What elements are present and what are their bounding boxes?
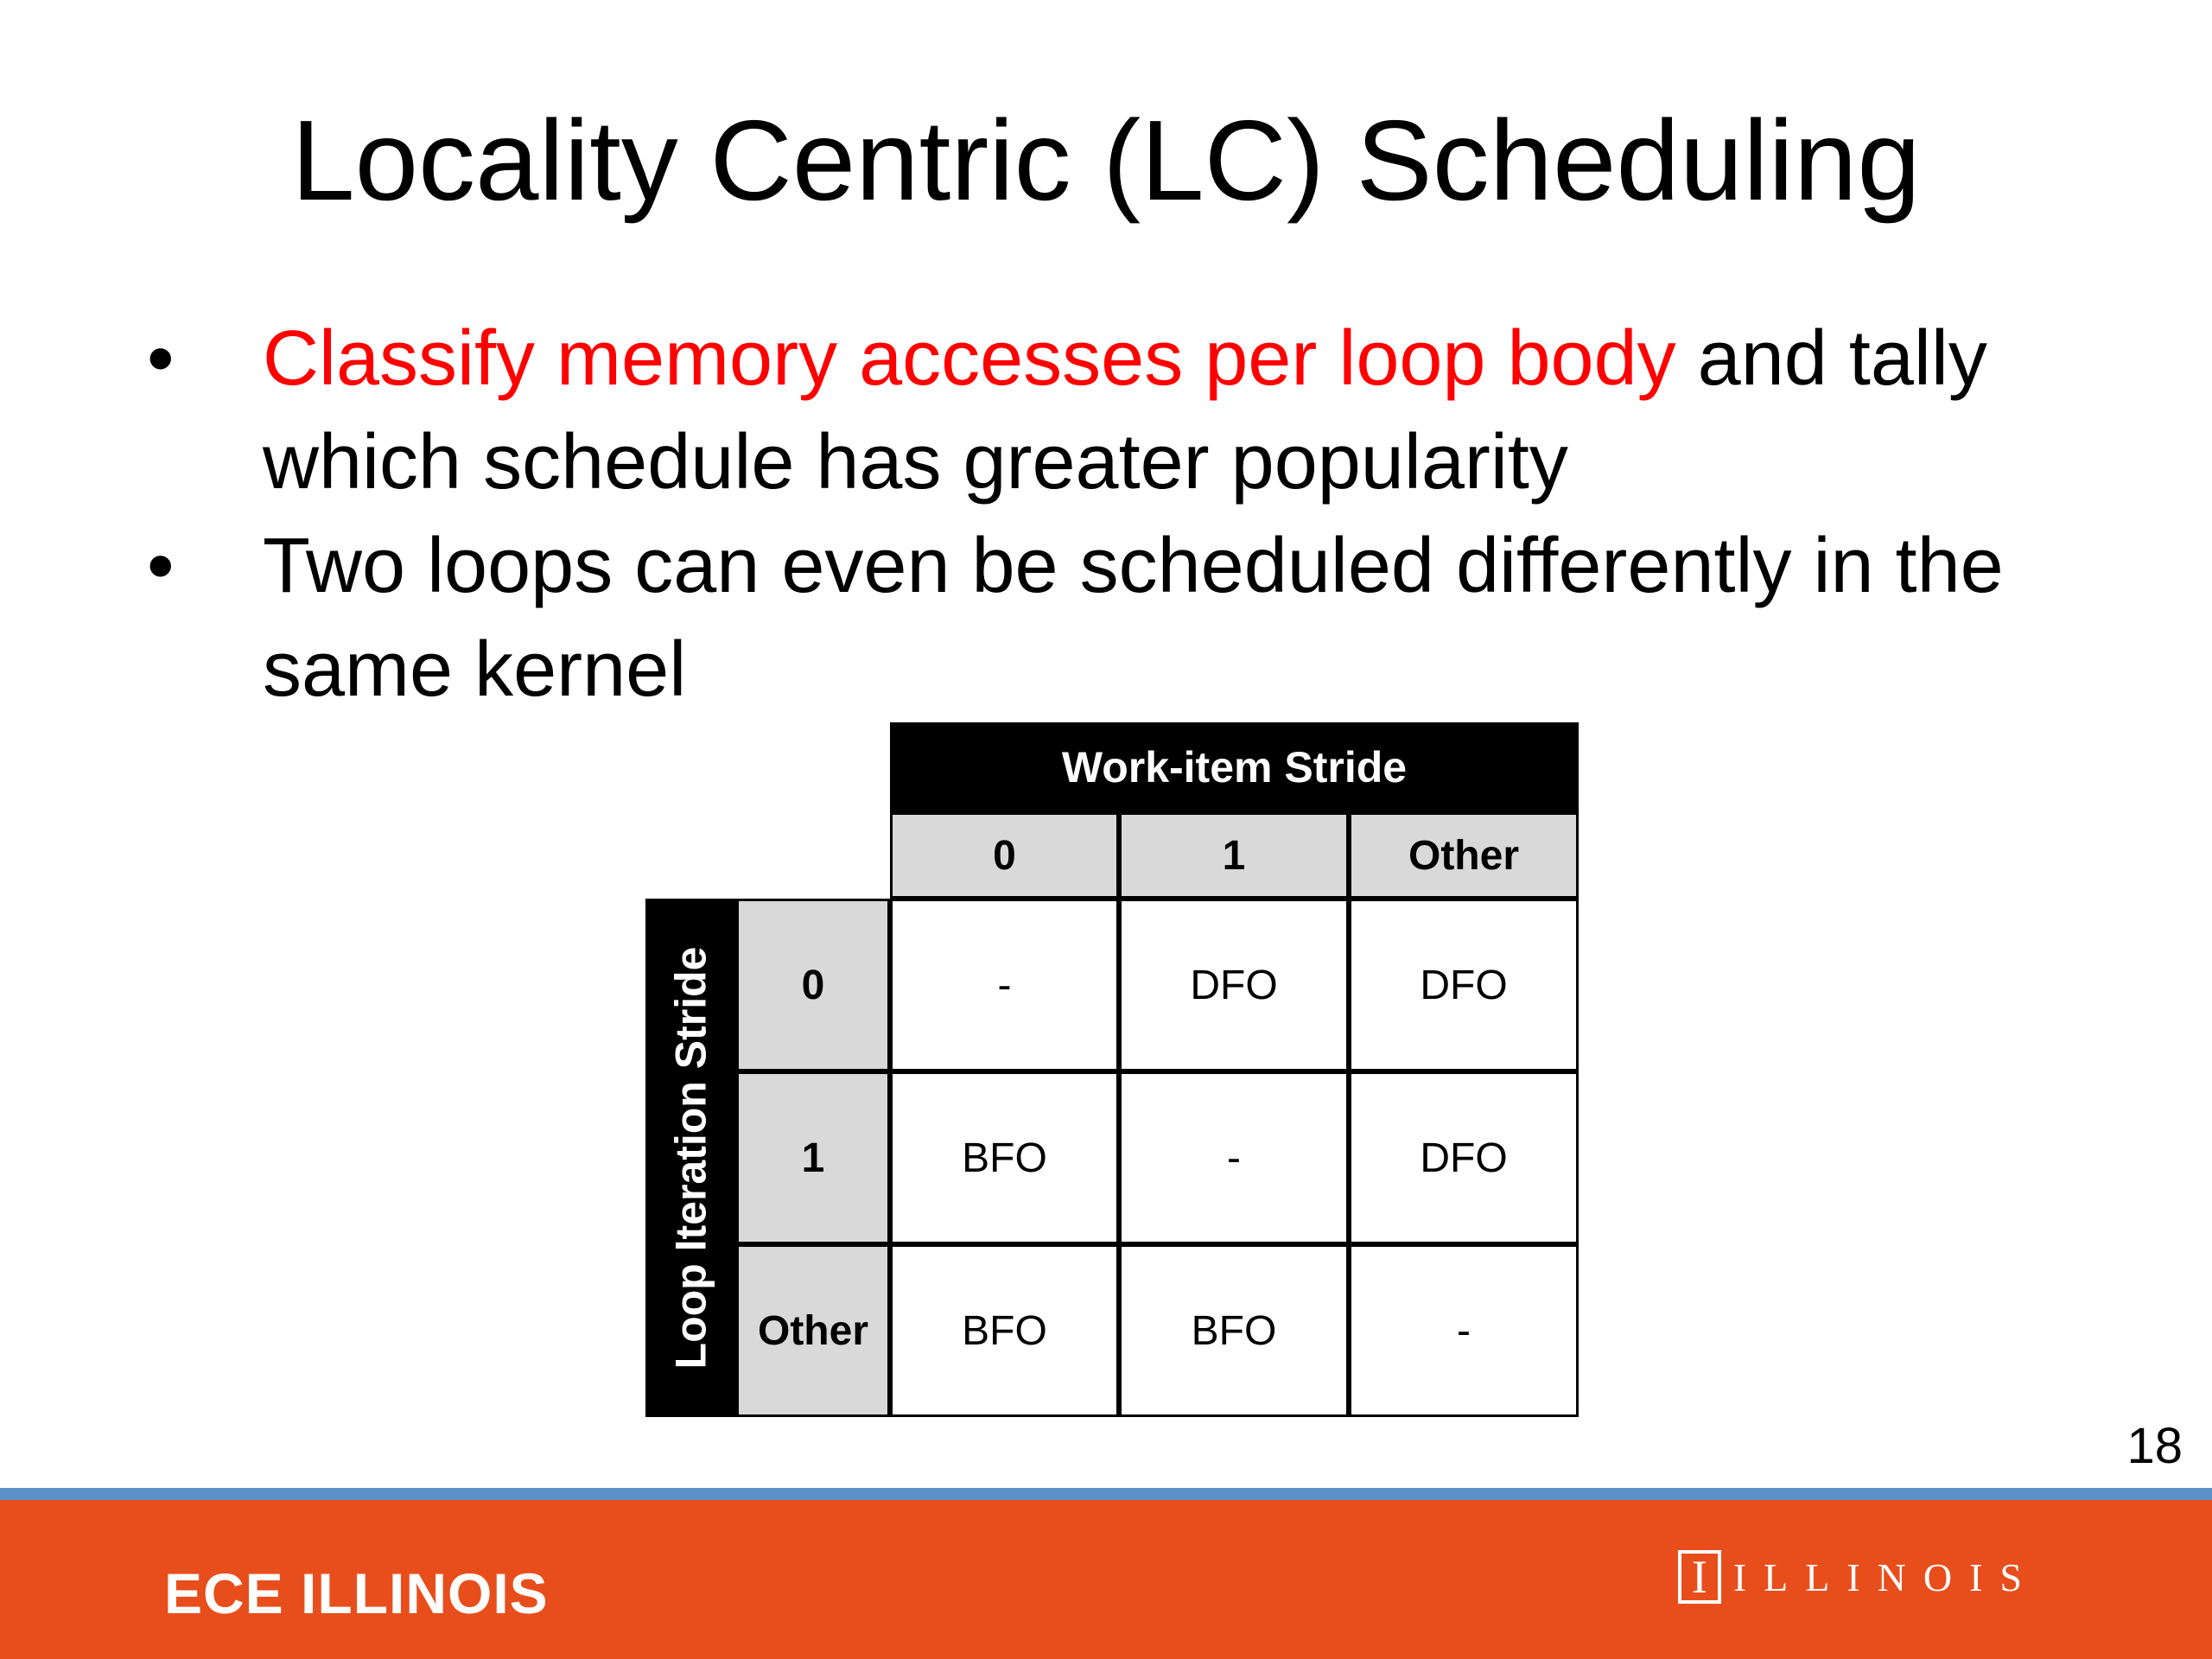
column-header: Other — [1349, 812, 1579, 899]
column-header: 1 — [1119, 812, 1349, 899]
column-header: 0 — [890, 812, 1119, 899]
bullet-list — [147, 307, 2065, 721]
column-group-header: Work-item Stride — [890, 722, 1579, 812]
bullet-marker: • — [147, 315, 175, 402]
row-group-header — [645, 899, 736, 1417]
bullet-text: Two loops can even be scheduled differently in the same kernel — [263, 523, 2004, 713]
table-cell: DFO — [1119, 899, 1349, 1071]
block-i-icon: I — [1678, 1550, 1721, 1604]
row-header: 0 — [736, 899, 890, 1071]
row-header: 1 — [736, 1071, 890, 1244]
table-cell: - — [1119, 1071, 1349, 1244]
bullet-highlight-text: Classify memory accesses per loop body — [263, 315, 1676, 402]
bullet-marker: • — [147, 523, 175, 609]
table-cell: DFO — [1349, 1071, 1579, 1244]
illinois-logo — [1678, 1550, 2039, 1604]
table-cell: DFO — [1349, 899, 1579, 1071]
page-number: 18 — [2126, 1418, 2183, 1474]
bullet-text: and tally which schedule has greater popularity — [263, 315, 1987, 505]
bullet-item — [147, 307, 2065, 514]
table-cell: BFO — [890, 1244, 1119, 1417]
table-cell: BFO — [890, 1071, 1119, 1244]
footer-stripe — [0, 1488, 2212, 1500]
table-cell: BFO — [1119, 1244, 1349, 1417]
logo-wordmark: ILLINOIS — [1732, 1554, 2039, 1599]
footer-department: ECE ILLINOIS — [164, 1561, 549, 1625]
schedule-table — [645, 722, 1579, 1417]
row-group-header-label: Loop Iteration Stride — [666, 946, 715, 1370]
table-cell: - — [890, 899, 1119, 1071]
row-header: Other — [736, 1244, 890, 1417]
table-cell: - — [1349, 1244, 1579, 1417]
bullet-item — [147, 514, 2065, 721]
slide-title: Locality Centric (LC) Scheduling — [291, 97, 1921, 224]
footer-bar — [0, 1500, 2212, 1659]
table-corner-blank — [645, 722, 890, 899]
